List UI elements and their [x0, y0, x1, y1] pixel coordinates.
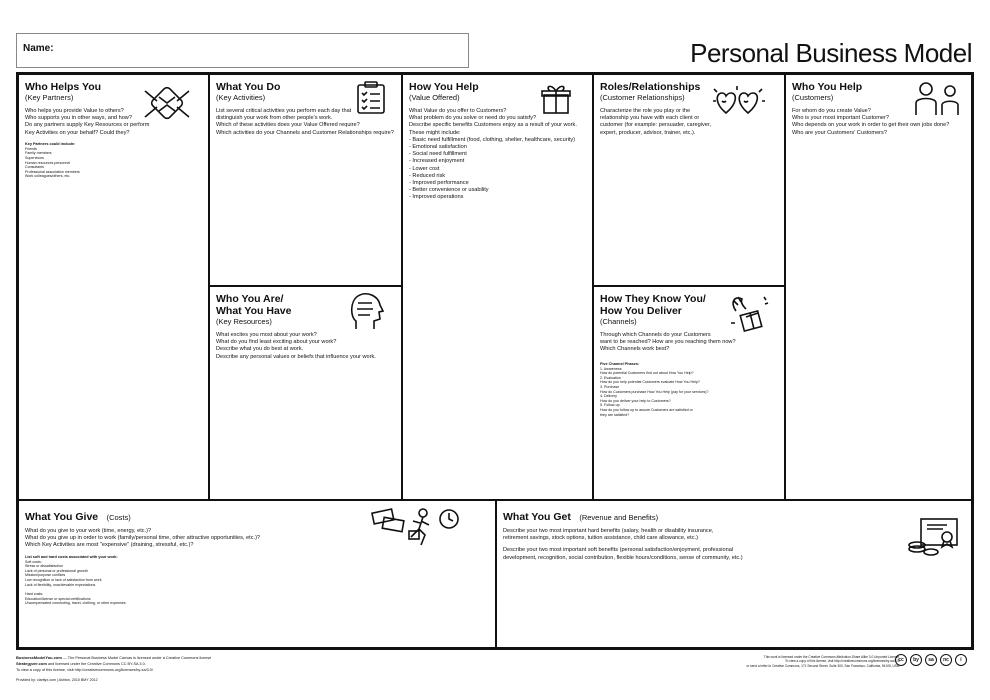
business-model-canvas	[16, 72, 974, 650]
list-item: Work colleagues/others, etc.	[25, 174, 71, 179]
list-item: - Social need fulfillment	[409, 151, 467, 158]
cell-line: What Value do you offer to Customers?	[409, 108, 507, 114]
cell-line: development, recognition, social contribution, flexible hours/conditions, sense of community, etc.)	[503, 554, 743, 561]
costs-cell	[18, 500, 496, 648]
cell-line: Which activities do your Channels and Customer Relationships require?	[216, 129, 394, 136]
info-icon: i	[955, 654, 967, 666]
list-item: Family members	[25, 151, 52, 156]
cell-line: Describe specific benefits Customers enjoy as a result of your work.	[409, 122, 577, 129]
name-label: Name:	[23, 43, 54, 54]
footer-link-strategyzer[interactable]: Strategyzer.com	[16, 661, 47, 667]
money-running-clock-icon	[371, 507, 461, 552]
list-item: Supervisors	[25, 156, 44, 160]
cell-subtitle: (Customer Relationships)	[600, 93, 685, 102]
list-item: Education/license or special certifications	[25, 596, 91, 601]
cell-title: What You Do	[216, 81, 281, 93]
cell-line: Through which Channels do your Customers	[600, 332, 711, 338]
cell-line: What problem do you solve or need do you satisfy?	[409, 115, 537, 122]
clipboard-checklist-icon	[356, 81, 386, 120]
cell-subtitle: (Key Partners)	[25, 93, 74, 102]
list-item: 5. Follow-up	[600, 403, 620, 408]
footer-link-bmy[interactable]: BusinessModelYou.com	[16, 655, 62, 660]
list-item: Professional association members	[25, 169, 80, 174]
page-title: Personal Business Model	[690, 38, 972, 68]
list-item: - Increased enjoyment	[409, 158, 465, 165]
by-icon: by	[910, 654, 922, 666]
cell-line: Which Channels work best?	[600, 346, 670, 353]
key-activities-cell	[209, 74, 402, 286]
list-heading: Hard costs:	[25, 592, 44, 597]
cell-line: retirement savings, stock options, tuition assistance, child care allowance, etc.)	[503, 535, 698, 542]
list-item: - Better convenience or usability	[409, 187, 489, 194]
cell-subtitle: (Key Activities)	[216, 93, 266, 102]
list-title: Five Channel Phases:	[600, 361, 640, 366]
cell-line: What excites you most about your work?	[216, 332, 317, 338]
list-item: Low recognition or lack of satisfaction from work	[25, 577, 102, 582]
cell-line: Which of these activities does your Value Offered require?	[216, 122, 360, 129]
list-item: Stress or dissatisfaction	[25, 564, 63, 569]
list-item: How do Customers purchase How You Help (pay for your services)?	[600, 389, 709, 394]
cell-subtitle: (Customers)	[792, 93, 834, 102]
customer-relationships-cell	[593, 74, 785, 286]
list-item: Uncompensated commuting, travel, clothing, or other expenses	[25, 601, 126, 606]
hard-costs-list	[25, 592, 489, 606]
partner-list	[25, 147, 202, 179]
cell-line: What do you give to your work (time, energy, etc.)?	[25, 528, 152, 534]
cell-line: want to be reached? How are you reaching them now?	[600, 339, 736, 346]
revenue-title: What You Get	[503, 511, 571, 523]
list-item: How do you follow up to assure Customers are satisfied or	[600, 407, 693, 412]
list-item: How do you help potential Customers evaluate How You Help?	[600, 380, 700, 385]
footer-credit: Provided by: clarityx.com | Ashton, 2010 BMY 2012	[16, 678, 98, 682]
cell-line: What do you find least exciting about your work?	[216, 339, 337, 346]
list-item: - Emotional satisfaction	[409, 144, 467, 151]
cell-line: Which Key Activities are most "expensive" (draining, stressful, etc.)?	[25, 542, 194, 549]
footer-license	[16, 655, 346, 673]
list-item: Human resources personnel	[25, 160, 71, 165]
cell-line: Describe what you do best at work.	[216, 346, 304, 353]
cell-line: Who are your Customers' Customers?	[792, 129, 887, 136]
certificate-coins-icon	[907, 517, 961, 562]
footer-text: — The Personal Business Model Canvas is licensed under a Creative Commons license	[61, 656, 212, 660]
cell-line: Describe your two most important soft benefits (personal satisfaction/enjoyment, professional	[503, 547, 734, 554]
cell-line: Who depends on your work in order to get their own jobs done?	[792, 122, 950, 129]
footer-text: and licensed under the Creative Commons CC BY-SA 3.0.	[46, 662, 146, 667]
winged-gift-icon	[728, 293, 772, 338]
footer-line: This work is licensed under the Creative Commons Attribution-Share Alike 3.0 Unported License.	[763, 655, 900, 659]
soft-costs-list	[25, 560, 489, 588]
list-item: Friends	[25, 146, 37, 151]
cell-title: Who You Help	[792, 81, 863, 93]
cell-subtitle: (Costs)	[106, 513, 131, 522]
cell-line: For whom do you create Value?	[792, 108, 871, 114]
cell-line: Describe any personal values or beliefs that influence your work.	[216, 353, 376, 360]
list-item: Lack of personal or professional growth	[25, 568, 88, 573]
people-icon	[914, 81, 964, 122]
list-item: Consultants	[25, 165, 44, 170]
cell-title: Roles/Relationships	[600, 81, 701, 93]
cell-line: These might include:	[409, 129, 461, 136]
cell-title	[25, 511, 98, 523]
cell-subtitle: (Channels)	[600, 317, 637, 326]
cell-line: Key Activities on your behalf? Could they?	[25, 129, 130, 136]
cell-line: customer (for example: persuader, caregiver,	[600, 122, 711, 129]
cell-title: How You Help	[409, 81, 479, 93]
cell-line: Do any partners supply Key Resources or perform	[25, 122, 150, 129]
cell-line: Who supports you in other ways, and how?	[25, 115, 132, 122]
costs-title: What You Give	[25, 511, 99, 523]
cell-title: Who You Are/	[216, 293, 284, 305]
cell-line: distinguish your work from other people's work.	[216, 115, 333, 122]
cell-subtitle: (Revenue and Benefits)	[579, 513, 659, 522]
head-profile-icon	[348, 291, 384, 336]
cell-line: What do you give up in order to work (family/personal time, other attractive opportunities, etc.)?	[25, 535, 261, 542]
cell-line: expert, producer, advisor, trainer, etc.).	[600, 129, 696, 136]
key-resources-cell	[209, 286, 402, 500]
cell-subtitle: (Key Resources)	[216, 317, 272, 326]
name-field[interactable]	[16, 33, 469, 68]
list-item: - Improved performance	[409, 180, 469, 187]
list-item: - Basic need fulfillment (food, clothing, shelter, healthcare, security)	[409, 136, 576, 143]
list-item: - Improved operations	[409, 194, 464, 201]
list-item: How do potential Customers find out about How You Help?	[600, 371, 694, 376]
cell-title-2: How You Deliver	[600, 305, 682, 317]
cell-line: Who is your most important Customer?	[792, 115, 889, 122]
list-item: Mission/purpose conflicts	[25, 573, 66, 578]
cell-title: How They Know You/	[600, 293, 706, 305]
list-item: Lack of flexibility, unachievable expectations	[25, 582, 96, 587]
nc-icon: nc	[940, 654, 952, 666]
sa-icon: sa	[925, 654, 937, 666]
list-item: 2. Evaluation	[600, 375, 621, 380]
list-item: 1. Awareness	[600, 366, 622, 371]
gift-icon	[541, 83, 571, 120]
footer-line: To view a copy of this license, visit http://creativecommons.org/licenses/by-sa/3.0/	[785, 659, 900, 664]
channels-cell	[593, 286, 785, 500]
footer-license-right	[680, 655, 900, 668]
list-heading: Soft costs:	[25, 559, 42, 564]
list-item: they are satisfied?	[600, 412, 630, 417]
footer-line: To view a copy of this license, visit http://creativecommons.org/licenses/by-sa/3.0/	[16, 667, 153, 672]
value-list	[409, 137, 586, 202]
cell-line: relationship you have with each client or	[600, 115, 700, 122]
key-partners-cell	[18, 74, 209, 500]
list-item: - Lower cost	[409, 165, 440, 172]
list-item: 3. Purchase	[600, 384, 620, 389]
cell-title	[503, 511, 571, 523]
cell-line: Characterize the role you play or the	[600, 108, 691, 114]
revenue-cell	[496, 500, 972, 648]
cell-line: List several critical activities you perform each day that	[216, 108, 352, 114]
value-offered-cell	[402, 74, 593, 500]
list-item: How do you deliver your help to Customers?	[600, 398, 671, 403]
cc-icon: cc	[895, 654, 907, 666]
cell-subtitle: (Value Offered)	[409, 93, 460, 102]
hearts-icon	[712, 85, 766, 122]
footer-line: or send a letter to Creative Commons, 171 Second Street, Suite 300, San Francisco, California, 94105, USA.	[746, 663, 900, 668]
customers-cell	[785, 74, 972, 500]
creative-commons-badges	[895, 654, 967, 666]
handshake-icon	[141, 81, 193, 134]
cell-line: Who helps you provide Value to others?	[25, 108, 124, 114]
channel-phases-list	[600, 367, 778, 418]
cell-title-2: What You Have	[216, 305, 292, 317]
list-title: List soft and hard costs associated with your work:	[25, 554, 118, 559]
list-item: - Reduced risk	[409, 172, 446, 179]
list-title: Key Partners could include:	[25, 141, 76, 146]
cell-title: Who Helps You	[25, 81, 102, 93]
cell-line: Describe your two most important hard benefits (salary, health or disability insurance,	[503, 528, 714, 534]
list-item: 4. Delivery	[600, 394, 617, 399]
